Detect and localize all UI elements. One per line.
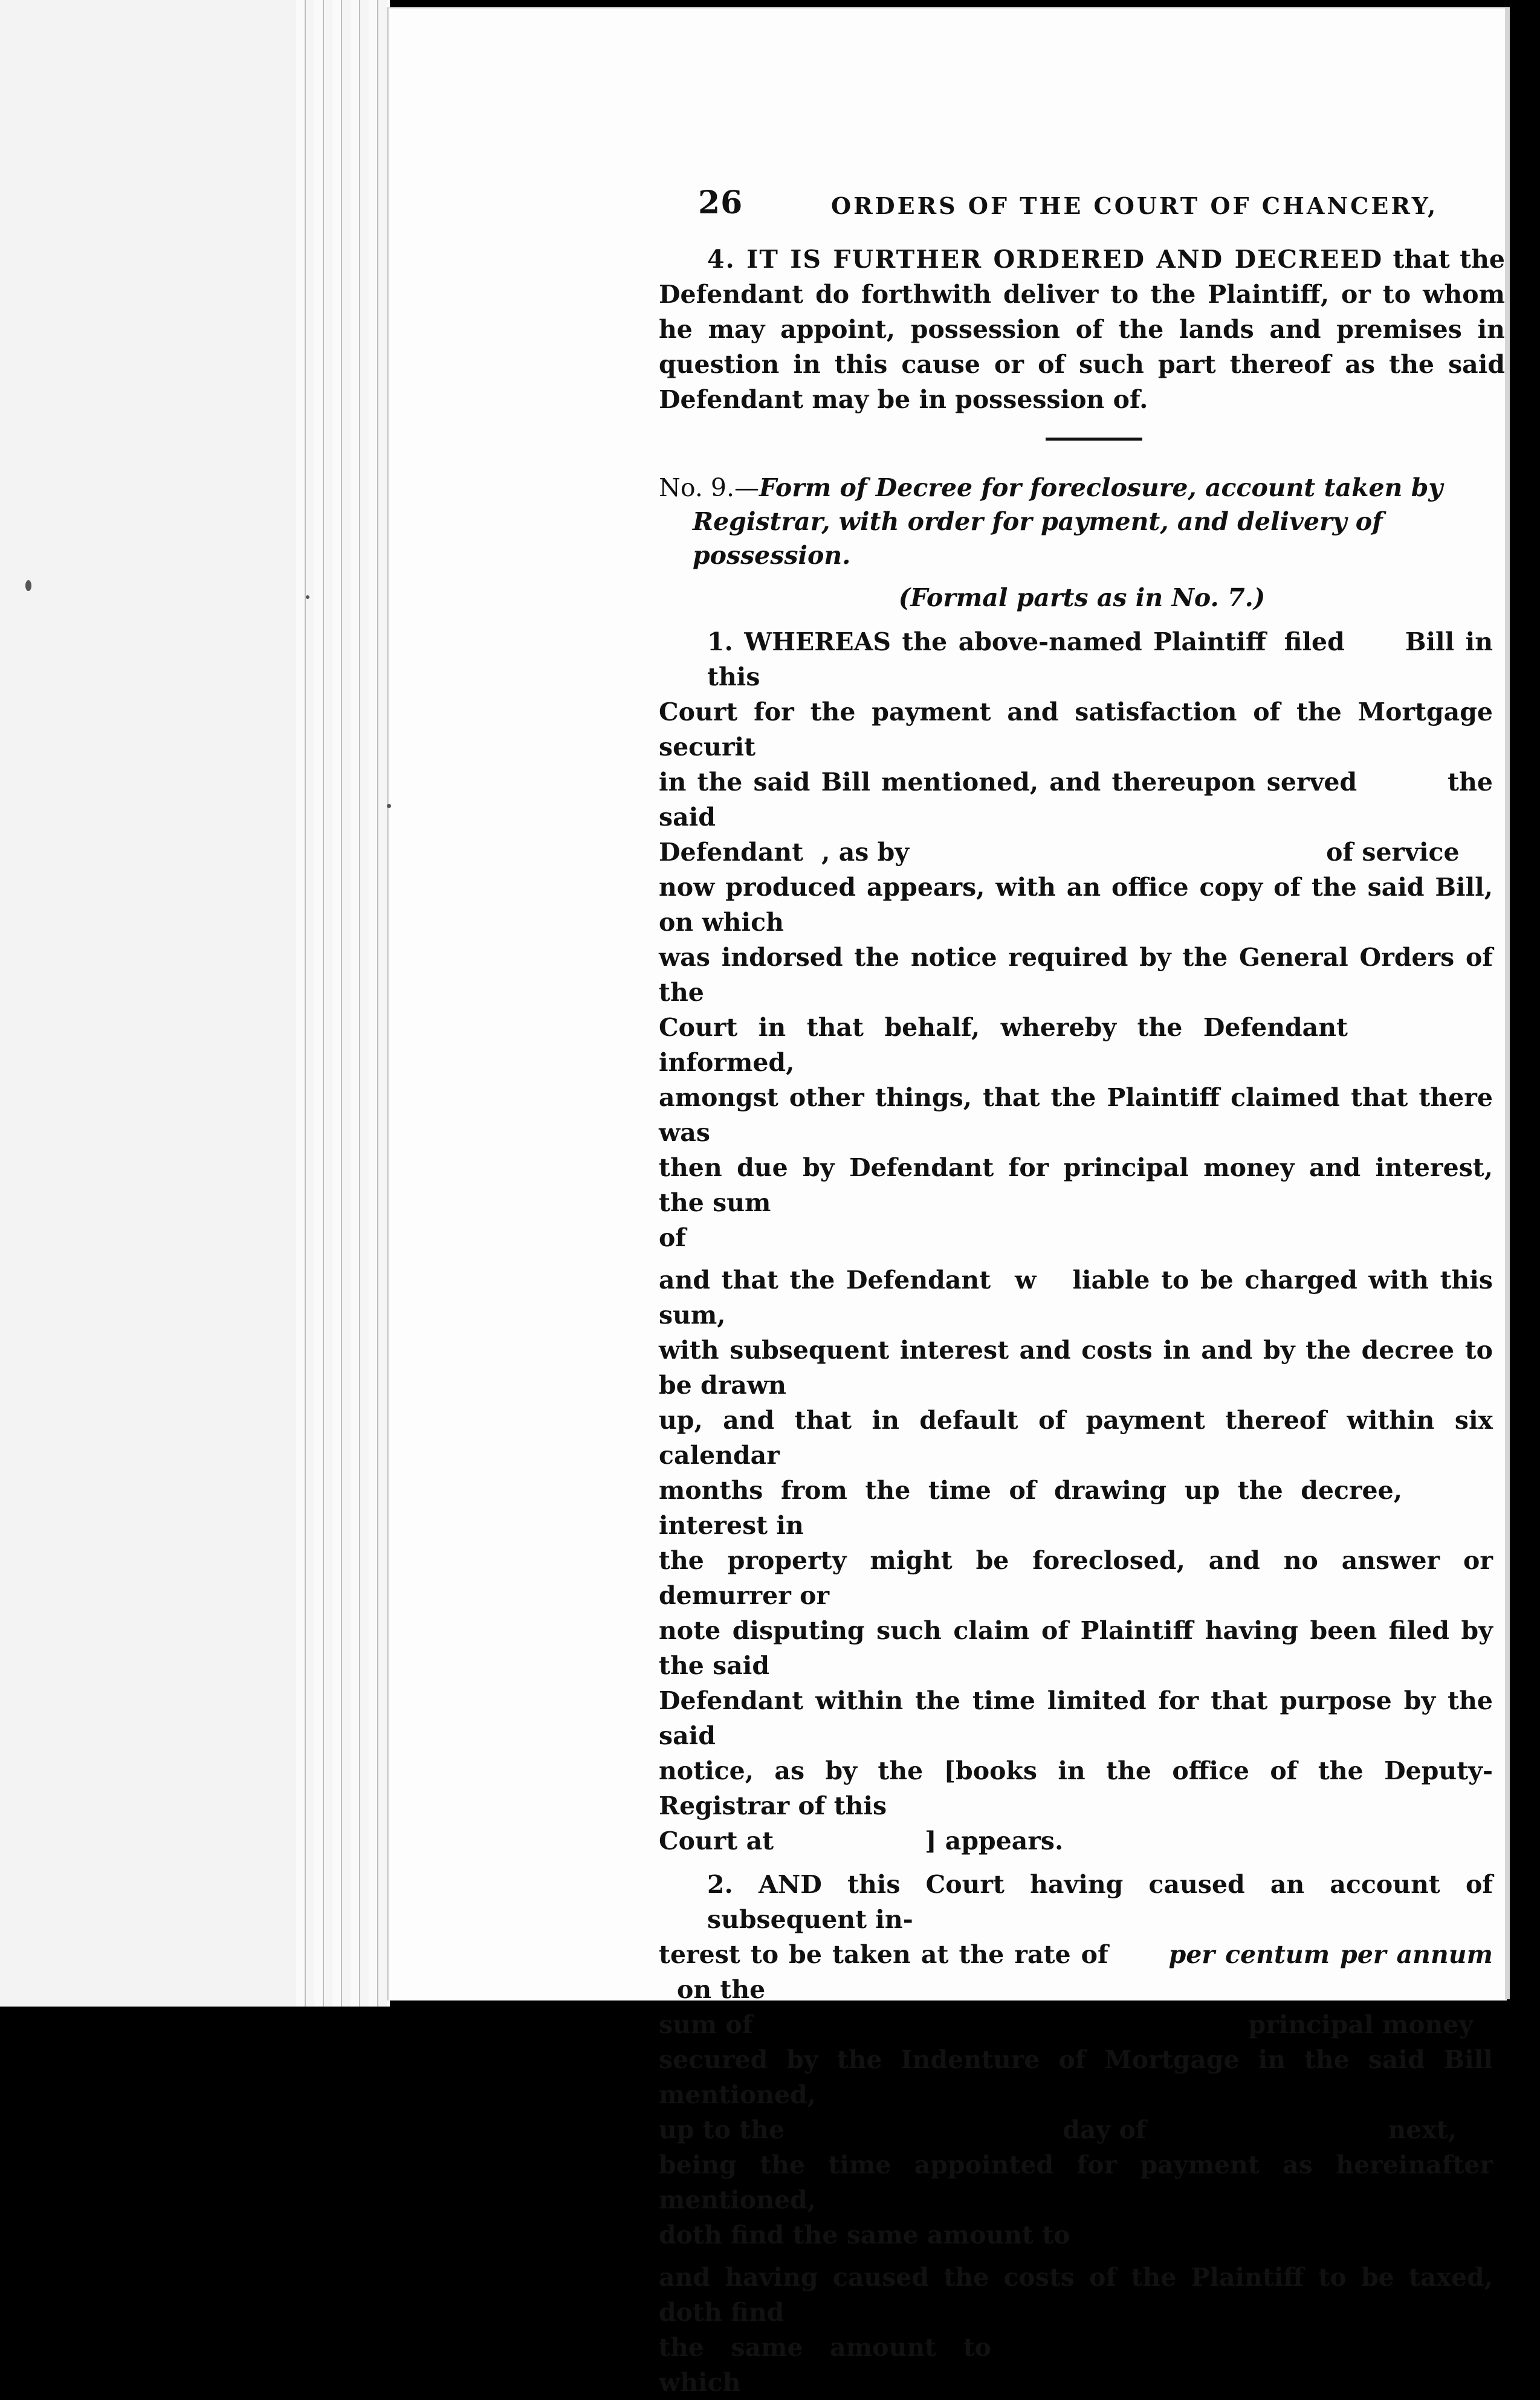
text-line: in the said Bill mentioned, and thereupon served (659, 768, 1357, 797)
page-content (659, 175, 1505, 2400)
text-line: up to the (659, 2115, 785, 2144)
left-margin (0, 0, 308, 2007)
text-line: of service (1326, 838, 1460, 867)
text-line: next, (1388, 2115, 1457, 2144)
text-line: Court in that behalf, whereby the Defendant (659, 1013, 1348, 1042)
formal-parts-note: (Formal parts as in No. 7.) (898, 583, 1266, 612)
text-line: and having caused the costs of the Plaintiff to be taxed, doth find (659, 2263, 1493, 2327)
page-right-edge (1505, 7, 1510, 1999)
text-line: the said (659, 768, 1493, 832)
text-line: Bill in this (707, 627, 1493, 691)
text-line: with subsequent interest and costs in and by the decree to be drawn (659, 1336, 1493, 1400)
text-line: being the time appointed for payment as hereinafter mentioned, (659, 2150, 1493, 2214)
text-line: terest to be taken at the rate of (659, 1940, 1108, 1969)
scan-speck (387, 804, 391, 808)
text-line: then due by Defendant for principal money and interest, the sum (659, 1153, 1493, 1217)
text-line: on the (677, 1975, 766, 2004)
paragraph-4-text: that the Defendant do forthwith deliver to the Plaintiff, or to whom he may appoint, possession of the lands and premises in question in this cause or of such part thereof as the said Defendant may be in possession of. (659, 245, 1506, 414)
text-line: 2. AND this Court having caused an account of subsequent in- (707, 1870, 1493, 1934)
text-line: Court at (659, 1826, 774, 1855)
text-line: liable to be charged with this sum, (659, 1266, 1493, 1330)
text-line: 1. WHEREAS the above-named Plaintiff (707, 627, 1266, 656)
text-line: ] appears. (925, 1826, 1064, 1855)
text-line: sum of (659, 2010, 753, 2039)
text-line: Defendant within the time limited for that purpose by the said (659, 1686, 1493, 1750)
text-line: , as by (821, 838, 910, 867)
text-line: day of (1063, 2115, 1147, 2144)
text-line: doth find the same amount to (659, 2220, 1070, 2250)
text-line: filed (1284, 627, 1345, 656)
page-header (659, 175, 1505, 242)
text-line: amongst other things, that the Plaintiff claimed that there was (659, 1083, 1493, 1147)
text-line: per centum per annum (1168, 1940, 1493, 1969)
text-line: secured by the Indenture of Mortgage in the said Bill mentioned, (659, 2045, 1493, 2109)
form-title: Form of Decree for foreclosure, account taken by Registrar, with order for payment, and delivery of possession. (693, 473, 1443, 570)
paragraph-1 (659, 624, 1493, 1858)
text-line: of (659, 1223, 686, 1252)
text-line: Defendant (659, 838, 804, 867)
text-line: Court for the payment and satisfaction of the Mortgage securit (659, 697, 1493, 762)
text-line: was indorsed the notice required by the General Orders of the (659, 943, 1493, 1007)
paragraph-4-lead: 4. IT IS FURTHER ORDERED AND DECREED (707, 245, 1383, 274)
form-number: No. 9.— (659, 473, 760, 502)
section-divider (1046, 438, 1142, 441)
page-edges (296, 0, 390, 2007)
text-line: months from the time of drawing up the decree, (659, 1476, 1402, 1505)
scan-speck (25, 580, 31, 591)
paragraph-2 (659, 1867, 1493, 2400)
text-line: up, and that in default of payment thereof within six calendar (659, 1406, 1493, 1470)
running-title: ORDERS OF THE COURT OF CHANCERY, (831, 192, 1438, 219)
text-line: note disputing such claim of Plaintiff having been filed by the said (659, 1616, 1493, 1680)
scan-speck (306, 595, 309, 599)
text-line: and that the Defendant (659, 1266, 991, 1295)
text-line: principal money (1248, 2010, 1474, 2039)
text-line: notice, as by the [books in the office of the Deputy-Registrar of this (659, 1756, 1493, 1820)
text-line: w (1015, 1266, 1037, 1295)
paragraph-4 (659, 242, 1505, 417)
form-heading (659, 471, 1505, 572)
text-line: informed, (659, 1048, 795, 1077)
text-line: the property might be foreclosed, and no answer or demurrer or (659, 1546, 1493, 1610)
text-line: interest in (659, 1511, 804, 1540)
text-line: now produced appears, with an office copy of the said Bill, on which (659, 873, 1493, 937)
text-line: the same amount to (659, 2333, 991, 2362)
text-line: which (659, 2368, 741, 2397)
page-number: 26 (698, 184, 743, 221)
